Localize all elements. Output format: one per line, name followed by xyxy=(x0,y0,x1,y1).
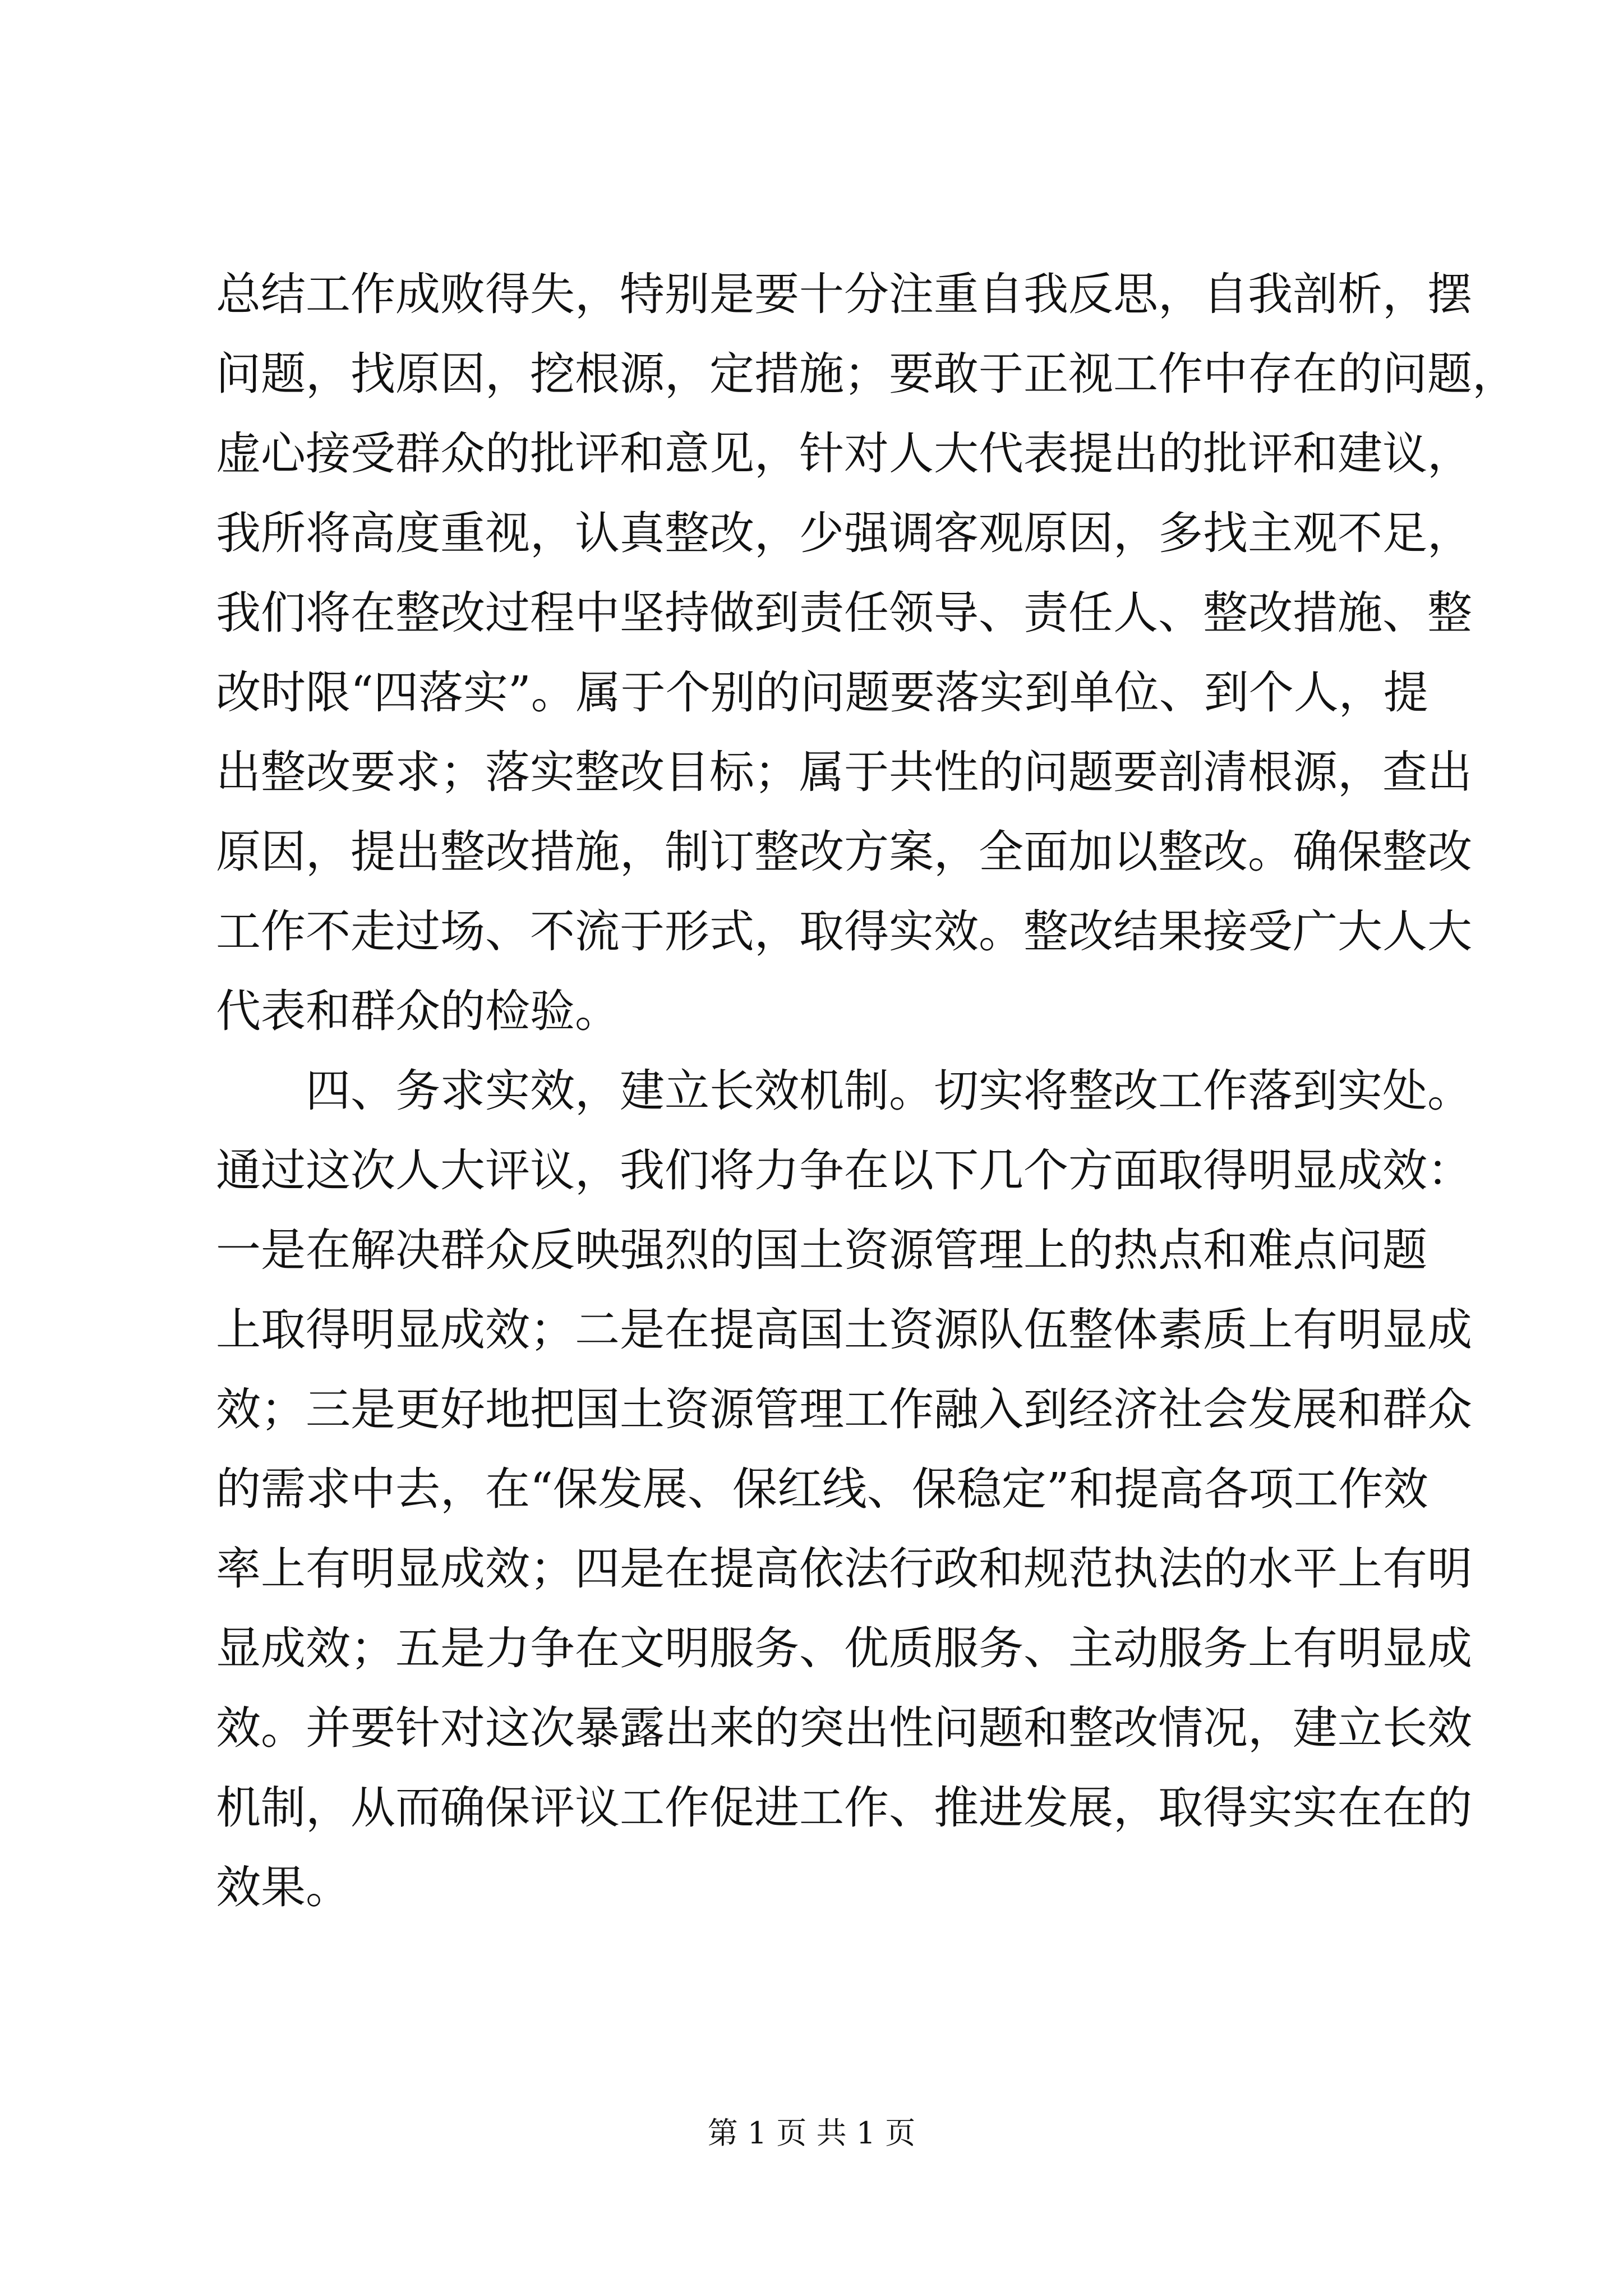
text-line: 上取得明显成效；二是在提高国土资源队伍整体素质上有明显成 xyxy=(216,1304,1472,1356)
text-line: 显成效；五是力争在文明服务、优质服务、主动服务上有明显成 xyxy=(216,1622,1472,1674)
paragraph-first-line: 四、务求实效，建立长效机制。切实将整改工作落到实处。 xyxy=(306,1065,1472,1117)
text-line: 我所将高度重视，认真整改，少强调客观原因，多找主观不足， xyxy=(216,507,1472,559)
text-line: 总结工作成败得失，特别是要十分注重自我反思，自我剖析，摆 xyxy=(216,268,1472,320)
text-line: 原因，提出整改措施，制订整改方案，全面加以整改。确保整改 xyxy=(216,826,1472,878)
text-line: 我们将在整改过程中坚持做到责任领导、责任人、整改措施、整 xyxy=(216,587,1472,639)
text-line: 效果。 xyxy=(216,1861,351,1913)
text-line: 率上有明显成效；四是在提高依法行政和规范执法的水平上有明 xyxy=(216,1543,1472,1595)
text-line: 效；三是更好地把国土资源管理工作融入到经济社会发展和群众 xyxy=(216,1383,1472,1435)
text-line: 工作不走过场、不流于形式，取得实效。整改结果接受广大人大 xyxy=(216,905,1472,958)
text-line: 的需求中去，在“保发展、保红线、保稳定”和提高各项工作效 xyxy=(216,1463,1428,1515)
text-line: 代表和群众的检验。 xyxy=(216,985,620,1037)
text-line: 虚心接受群众的批评和意见，针对人大代表提出的批评和建议， xyxy=(216,427,1472,480)
text-line: 通过这次人大评议，我们将力争在以下几个方面取得明显成效： xyxy=(216,1144,1472,1197)
text-line: 问题，找原因，挖根源，定措施；要敢于正视工作中存在的问题， xyxy=(216,348,1517,400)
page-number-footer: 第 1 页 共 1 页 xyxy=(707,2115,916,2151)
text-line: 效。并要针对这次暴露出来的突出性问题和整改情况，建立长效 xyxy=(216,1702,1472,1754)
text-line: 改时限“四落实”。属于个别的问题要落实到单位、到个人，提 xyxy=(216,666,1428,719)
text-line: 一是在解决群众反映强烈的国土资源管理上的热点和难点问题 xyxy=(216,1224,1427,1276)
text-line: 出整改要求；落实整改目标；属于共性的问题要剖清根源，查出 xyxy=(216,746,1472,798)
text-line: 机制，从而确保评议工作促进工作、推进发展，取得实实在在的 xyxy=(216,1782,1472,1834)
